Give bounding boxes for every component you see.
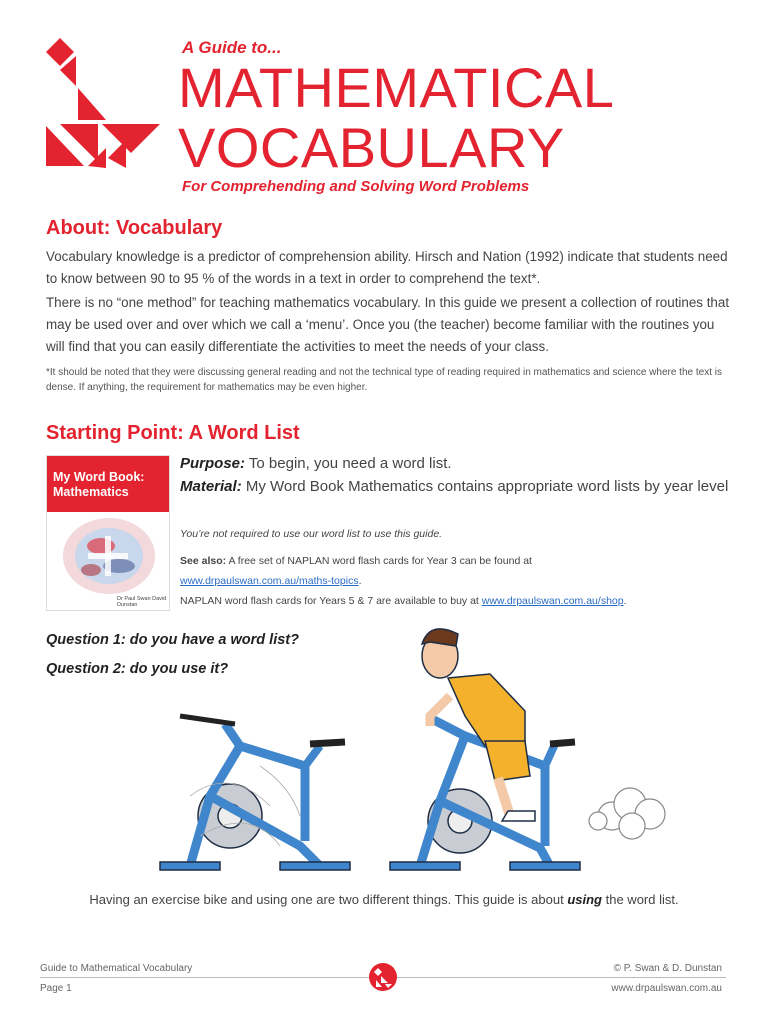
material-text: My Word Book Mathematics contains appropriate word lists by year level [245, 478, 729, 495]
shop-link[interactable]: www.drpaulswan.com.au/shop [481, 595, 624, 607]
book-title-line-2: Mathematics [53, 485, 129, 499]
purpose-label: Purpose: [180, 455, 246, 472]
material-label: Material: [180, 478, 242, 495]
word-cloud-graphic [61, 516, 157, 596]
caption-emphasis: using [567, 892, 602, 907]
see-also-text: A free set of NAPLAN word flash cards for Year 3 can be found at [228, 555, 532, 567]
subtitle: For Comprehending and Solving Word Problems [182, 178, 530, 195]
footer-title: Guide to Mathematical Vocabulary [40, 963, 193, 974]
unused-bike-graphic [160, 716, 350, 870]
footer-url: www.drpaulswan.com.au [611, 983, 722, 994]
exhaust-cloud-graphic [589, 788, 665, 839]
page-number: Page 1 [40, 983, 72, 994]
purpose-text: To begin, you need a word list. [248, 455, 452, 472]
naplan-5-7-line [180, 592, 740, 610]
book-cover-title [53, 470, 144, 500]
pre-title: A Guide to... [182, 38, 282, 57]
see-also-line [180, 552, 740, 570]
footer-logo-icon [368, 962, 398, 992]
purpose-line [180, 454, 740, 473]
about-paragraph-2: There is no “one method” for teaching mathematics vocabulary. In this guide we present a collection of routines that may be used over and over which we call a ‘menu’. Once you (the teacher) become familiar with the routines you will find that you can easily differentiate the activities to meet the needs of your class. [46, 295, 730, 354]
book-authors: Dr Paul Swan David Dunstan [117, 596, 167, 608]
naplan-text: NAPLAN word flash cards for Years 5 & 7 are available to buy at [180, 595, 479, 607]
naplan-period: . [623, 595, 627, 607]
title-line-2: VOCABULARY [178, 116, 565, 179]
footnote: *It should be noted that they were discussing general reading and not the technical type of reading required in mathematics and science where the text is dense. If anything, the requirement for mathematics may be even higher. [46, 367, 722, 393]
exercise-bikes-illustration [130, 616, 750, 881]
book-title-line-1: My Word Book: [53, 470, 145, 484]
not-required-note: You’re not required to use our word list to use this guide. [180, 528, 443, 540]
see-also-label: See also: [180, 555, 227, 567]
question-1: Question 1: do you have a word list? [46, 632, 299, 648]
title-line-1: MATHEMATICAL [178, 56, 615, 119]
about-heading: About: Vocabulary [46, 217, 223, 239]
tangram-logo [46, 38, 160, 170]
caption-before: Having an exercise bike and using one are two different things. This guide is about [89, 892, 564, 907]
question-2: Question 2: do you use it? [46, 661, 229, 677]
illustration-caption [0, 892, 768, 907]
starting-point-heading: Starting Point: A Word List [46, 422, 300, 444]
see-also-link-line [180, 572, 740, 590]
maths-topics-link[interactable]: www.drpaulswan.com.au/maths-topics [180, 575, 359, 587]
see-also-period: . [358, 575, 362, 587]
about-paragraph-1: Vocabulary knowledge is a predictor of comprehension ability. Hirsch and Nation (1992) indicate that students need to know between 90 to 95 % of the words in a text in order to comprehend the text*. [46, 249, 728, 286]
caption-after: the word list. [605, 892, 679, 907]
footer-copyright: © P. Swan & D. Dunstan [613, 963, 722, 974]
material-line [180, 477, 740, 496]
book-cover-image [46, 455, 170, 611]
